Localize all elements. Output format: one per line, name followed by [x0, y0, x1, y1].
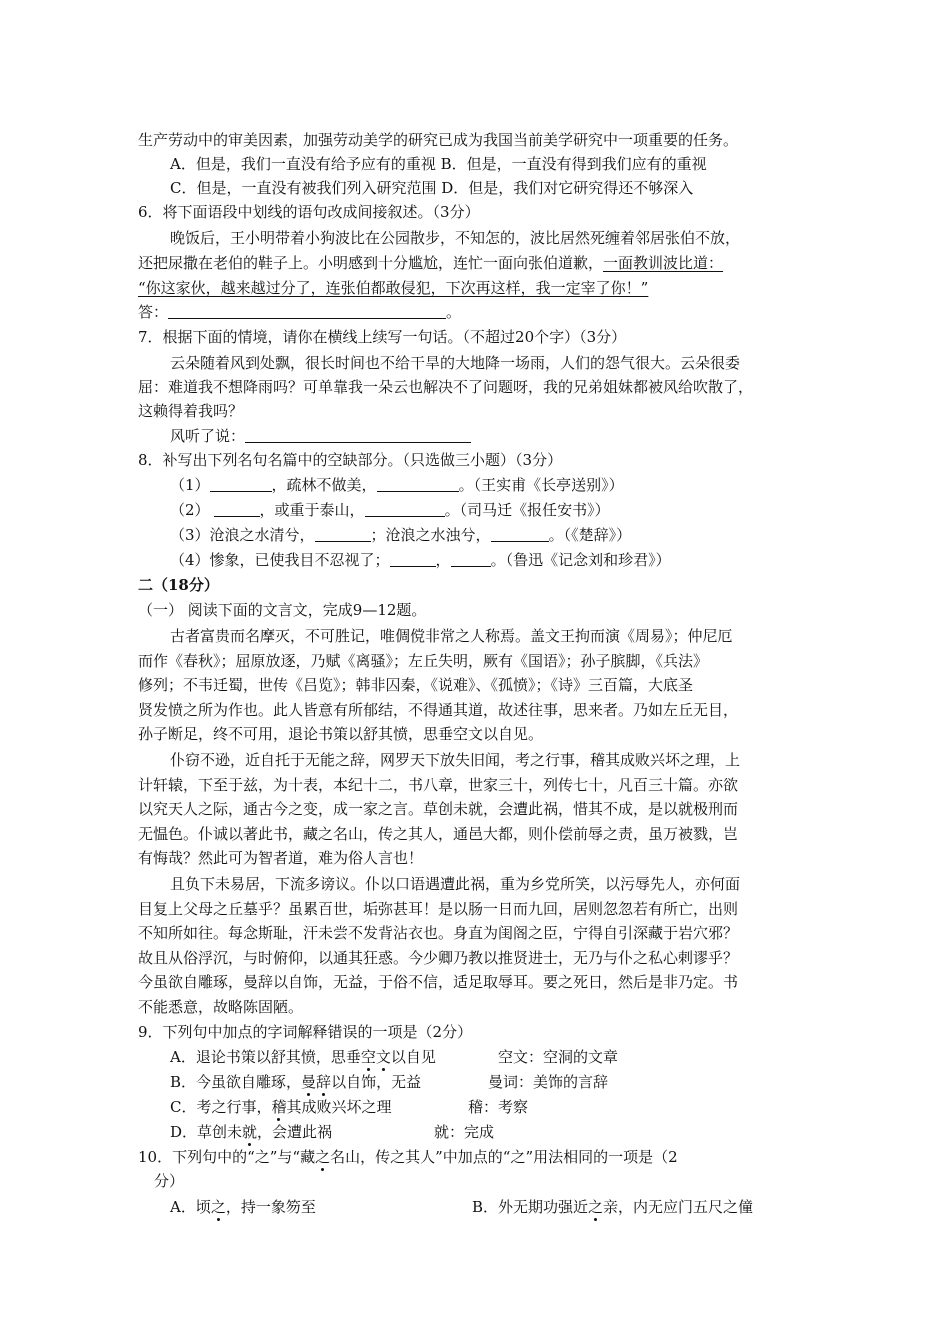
dotted-char: 稽: [271, 1098, 287, 1116]
passage-line: 贤发愤之所为作也。此人皆意有所郁结，不得通其道，故述往事，思来者。乃如左丘无目，: [138, 701, 739, 719]
blank[interactable]: [214, 499, 260, 517]
text-span: 亲，内无应门五尺之僮: [603, 1198, 754, 1216]
passage-line: 不能悉意，故略陈固陋。: [138, 998, 304, 1016]
option-d[interactable]: [170, 1120, 495, 1144]
dotted-char: 辞: [316, 1073, 332, 1091]
passage-line: 目复上父母之丘墓乎？虽累百世，垢弥甚耳！是以肠一日而九回，居则忽忽若有所亡，出则: [138, 900, 739, 918]
dotted-char: 之: [210, 1198, 226, 1216]
text-span: 10．下列句中的“之”与“藏: [138, 1148, 316, 1166]
text-span: ，疏林不做美，: [271, 476, 377, 494]
question-8-title: 8．补写出下列名句名篇中的空缺部分。（只选做三小题）（3分）: [138, 451, 563, 469]
answer-line: [138, 300, 461, 324]
blank[interactable]: [491, 524, 549, 542]
passage-line: 仆窃不逊，近自托于无能之辞，网罗天下放失旧闻，考之行事，稽其成败兴坏之理，上: [170, 751, 741, 769]
paragraph-line: 晚饭后，王小明带着小狗波比在公园散步，不知怎的，波比居然死缠着邻居张伯不放，: [170, 229, 741, 247]
blank[interactable]: [210, 474, 272, 492]
text-span: 名山，传之其人”中加点的“之”用法相同的一项是（2: [330, 1148, 678, 1166]
passage-line: 计轩辕，下至于兹，为十表，本纪十二，书八章，世家三十，列传七十，凡百三十篇。亦欲: [138, 776, 739, 794]
passage-line: 今虽欲自雕琢，曼辞以自饰，无益，于俗不信，适足取辱耳。要之死日，然后是非乃定。书: [138, 973, 739, 991]
text-span: 。（王实甫《长亭送别》）: [458, 476, 624, 494]
answer-line: [170, 424, 471, 448]
text-span: ，或重于泰山，: [259, 501, 365, 519]
blank[interactable]: [390, 549, 436, 567]
text-span: 以自饰，无益: [331, 1073, 422, 1091]
blank[interactable]: [315, 524, 371, 542]
text-span: A．退论书策以舒其愤，思垂: [170, 1048, 361, 1066]
fill-item-4: [170, 548, 671, 572]
text-span: 。（鲁迅《记念刘和珍君》）: [490, 551, 671, 569]
option-c[interactable]: [170, 1095, 529, 1119]
text-span: B．外无期功强近: [472, 1198, 589, 1216]
text-span: ；沧浪之水浊兮，: [370, 526, 491, 544]
option-text: D．但是，我们对它研究得还不够深入: [441, 179, 694, 197]
punctuation: 。: [446, 303, 462, 321]
text-span: 以自见: [390, 1048, 436, 1066]
passage-line: 不知所如往。每念斯耻，汗未尝不发背沾衣也。身直为闺阁之臣，宁得自引深藏于岩穴邪？: [138, 924, 739, 942]
subsection-heading: （一） 阅读下面的文言文，完成9—12题。: [138, 601, 427, 619]
question-10-title: [138, 1145, 678, 1169]
answer-blank[interactable]: [168, 301, 446, 319]
option-b[interactable]: [170, 1070, 609, 1094]
text-span: D．草创未: [170, 1123, 243, 1141]
gloss: 稽：考察: [468, 1098, 529, 1116]
option-b[interactable]: [472, 1195, 753, 1219]
dotted-char: 曼: [301, 1073, 317, 1091]
text-span: ，持一象笏至: [225, 1198, 316, 1216]
section-2-heading: 二（18分）: [138, 576, 219, 594]
dotted-char: 之: [588, 1198, 604, 1216]
text-span: B．今虽欲自雕琢，: [170, 1073, 302, 1091]
item-number: （1）: [170, 476, 210, 494]
text-span: 还把尿撒在老伯的鞋子上。小明感到十分尴尬，连忙一面向张伯道歉，: [138, 254, 604, 272]
passage-line: 而作《春秋》；屈原放逐，乃赋《离骚》；左丘失明，厥有《国语》；孙子膑脚，《兵法》: [138, 652, 709, 670]
dotted-char: 之: [315, 1148, 331, 1166]
text-span: ，: [435, 551, 451, 569]
passage-line: 以究天人之际，通古今之变，成一家之言。草创未就，会遭此祸，惜其不成，是以就极刑而: [138, 800, 739, 818]
passage-line: 孙子断足，终不可用，退论书策以舒其愤，思垂空文以自见。: [138, 725, 544, 743]
text-span: A．顷: [170, 1198, 211, 1216]
question-6-title: 6．将下面语段中划线的语句改成间接叙述。（3分）: [138, 203, 480, 221]
item-number: （2）: [170, 501, 210, 519]
option-text: B．但是，一直没有得到我们应有的重视: [440, 155, 707, 173]
blank[interactable]: [377, 474, 459, 492]
blank[interactable]: [451, 549, 491, 567]
question-10-title-cont: 分）: [154, 1172, 185, 1190]
fill-item-1: [170, 473, 624, 497]
text-span: 其成败兴坏之理: [286, 1098, 392, 1116]
passage-line: 古者富贵而名摩灭，不可胜记，唯倜傥非常之人称焉。盖文王拘而演《周易》；仲尼厄: [170, 627, 733, 645]
gloss: 空文：空洞的文章: [498, 1048, 619, 1066]
option-row: [170, 1195, 790, 1219]
option-a[interactable]: [170, 1198, 316, 1216]
passage-line: 且负下未易居，下流多谤议。仆以口语遇遭此祸，重为乡党所笑，以污辱先人，亦何面: [170, 875, 741, 893]
underlined-text: 一面教训波比道：: [603, 254, 724, 272]
passage-line: 有悔哉？然此可为智者道，难为俗人言也！: [138, 849, 424, 867]
question-9-title: 9．下列句中加点的字词解释错误的一项是（2分）: [138, 1023, 473, 1041]
gloss: 曼词：美饰的言辞: [488, 1073, 609, 1091]
answer-blank[interactable]: [245, 425, 471, 443]
option-text: A．但是，我们一直没有给予应有的重视: [170, 155, 436, 173]
option-a[interactable]: [170, 1045, 619, 1069]
gloss: 就：完成: [434, 1123, 495, 1141]
underlined-text: “你这家伙，越来越过分了，连张伯都敢侵犯，下次再这样，我一定宰了你！”: [138, 279, 649, 297]
text-span: 。（司马迁《报任安书》）: [444, 501, 610, 519]
paragraph-line: 云朵随着风到处飘，很长时间也不给干旱的大地降一场雨，人们的怨气很大。云朵很委: [170, 354, 741, 372]
dotted-char: 空: [360, 1048, 376, 1066]
question-7-title: 7．根据下面的情境，请你在横线上续写一句话。（不超过20个字）（3分）: [138, 328, 627, 346]
passage-line: 故且从俗浮沉，与时俯仰，以通其狂惑。今少卿乃教以推贤进士，无乃与仆之私心剌谬乎？: [138, 949, 739, 967]
option-text: C．但是，一直没有被我们列入研究范围: [170, 179, 437, 197]
text-span: （3）沧浪之水清兮，: [170, 526, 315, 544]
paragraph-line: [138, 251, 723, 275]
dotted-char: 文: [375, 1048, 391, 1066]
passage-line: 无愠色。仆诚以著此书，藏之名山，传之其人，通邑大都，则仆偿前辱之责，虽万被戮，岂: [138, 825, 739, 843]
blank[interactable]: [365, 499, 445, 517]
text-span: C．考之行事，: [170, 1098, 272, 1116]
underlined-quote: [138, 276, 648, 300]
text-span: （4）惨象，已使我目不忍视了；: [170, 551, 390, 569]
option-c[interactable]: [170, 176, 693, 200]
fill-item-2: [170, 498, 610, 522]
text-span: ，会遭此祸: [257, 1123, 333, 1141]
fill-item-3: [170, 523, 631, 547]
answer-label: 风听了说：: [170, 427, 246, 445]
answer-label: 答：: [138, 303, 169, 321]
text-span: 。（《楚辞》）: [548, 526, 632, 544]
paragraph-line: 屈：难道我不想降雨吗？可单靠我一朵云也解决不了问题呀，我的兄弟姐妹都被风给吹散了，: [138, 378, 754, 396]
passage-line: 修列；不韦迁蜀，世传《吕览》；韩非囚秦，《说难》、《孤愤》；《诗》三百篇，大底圣: [138, 676, 694, 694]
paragraph-line: 生产劳动中的审美因素，加强劳动美学的研究已成为我国当前美学研究中一项重要的任务。: [138, 131, 739, 149]
dotted-char: 就: [242, 1123, 258, 1141]
option-a[interactable]: [170, 152, 707, 176]
paragraph-line: 这赖得着我吗？: [138, 402, 244, 420]
